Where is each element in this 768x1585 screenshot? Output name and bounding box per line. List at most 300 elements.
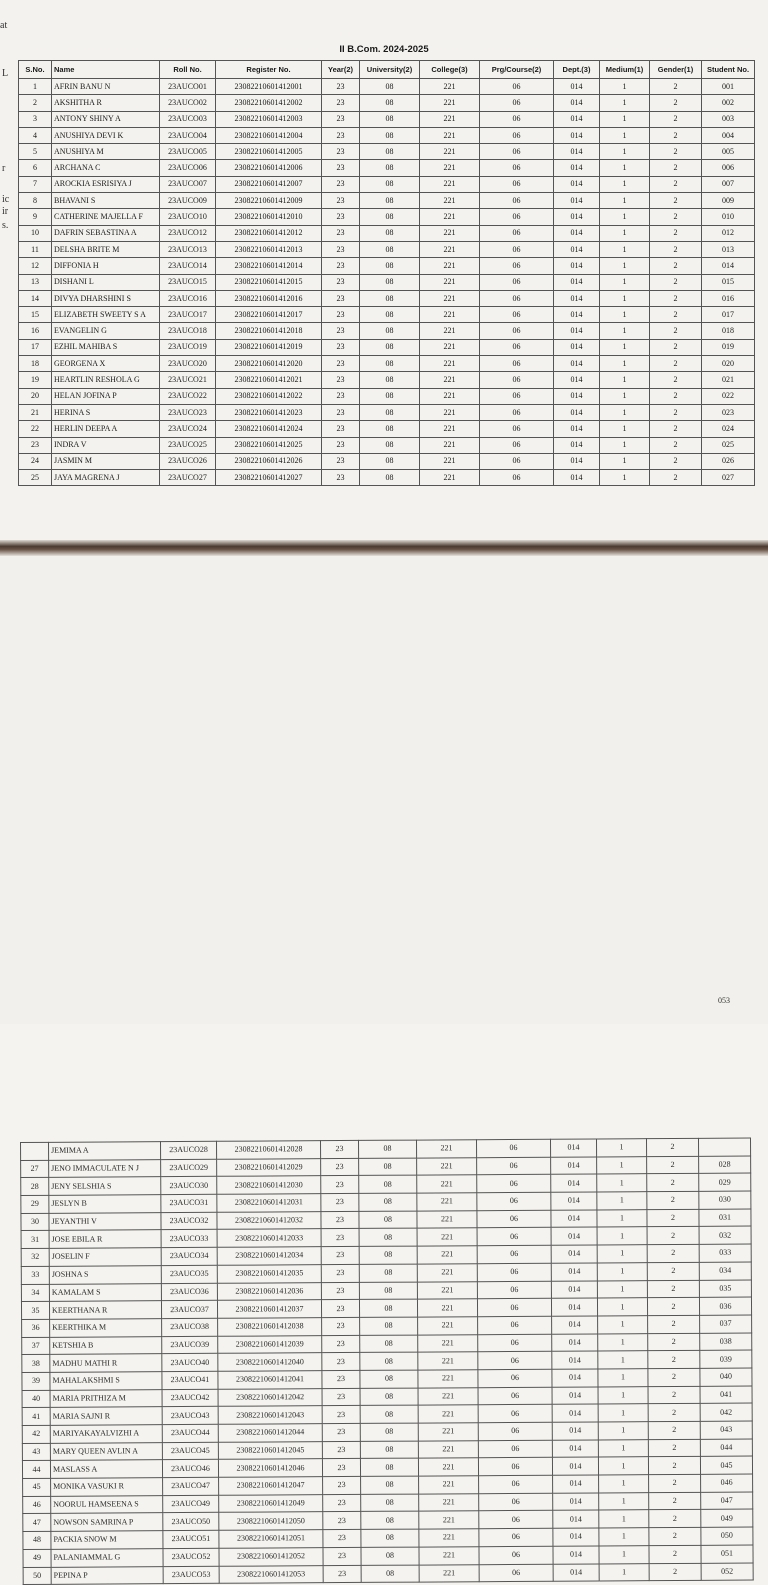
table-cell: KAMALAM S <box>49 1283 161 1301</box>
table-cell: 23 <box>323 1565 361 1583</box>
table-cell: 23AUCO16 <box>160 290 216 306</box>
table-cell: 23082210601412038 <box>218 1318 322 1336</box>
table-cell: 23082210601412022 <box>216 388 322 404</box>
table-cell: 23 <box>322 160 360 176</box>
table-cell: 014 <box>554 160 600 176</box>
table-cell: 06 <box>480 356 554 372</box>
table-cell: 029 <box>699 1173 751 1191</box>
table-cell: 221 <box>420 241 480 257</box>
table-cell: 08 <box>360 1423 418 1441</box>
table-cell <box>698 1138 750 1156</box>
table-cell: 17 <box>19 339 52 355</box>
table-cell: 23AUCO43 <box>162 1407 218 1425</box>
table-cell: 026 <box>702 453 755 469</box>
table-cell: 23 <box>321 1264 359 1282</box>
table-cell: 22 <box>19 421 52 437</box>
table-cell: 23 <box>322 111 360 127</box>
table-cell: 23082210601412020 <box>216 356 322 372</box>
table-cell: 06 <box>480 470 554 486</box>
table-cell: 06 <box>480 323 554 339</box>
table-cell: 23082210601412046 <box>218 1459 322 1477</box>
table-cell: 1 <box>596 1139 646 1157</box>
table-cell: 014 <box>702 258 755 274</box>
table-cell: PEPINA P <box>51 1566 163 1584</box>
table-cell: 221 <box>420 274 480 290</box>
table-cell: 23 <box>19 437 52 453</box>
table-cell: 23082210601412027 <box>216 470 322 486</box>
table-cell: 2 <box>650 225 702 241</box>
table-cell: 1 <box>600 95 650 111</box>
table-cell: KEERTHIKA M <box>50 1319 162 1337</box>
table-cell: 23 <box>322 1441 360 1459</box>
table-cell: 014 <box>553 1475 599 1493</box>
table-cell: 19 <box>19 372 52 388</box>
table-cell: JENY SELSHIA S <box>49 1177 161 1195</box>
table-cell: 08 <box>360 144 420 160</box>
table-cell: 2 <box>648 1404 700 1422</box>
table-cell: 23082210601412001 <box>216 79 322 95</box>
table-cell: 2 <box>650 111 702 127</box>
table-cell: 23AUCO37 <box>161 1300 217 1318</box>
table-cell: 08 <box>360 1388 418 1406</box>
table-cell: 06 <box>477 1298 551 1316</box>
table-cell: MADHU MATHI R <box>50 1354 162 1372</box>
column-header: S.No. <box>19 61 52 79</box>
table-cell: 23 <box>321 1229 359 1247</box>
table-cell: 23AUCO27 <box>160 470 216 486</box>
table-cell: 014 <box>553 1546 599 1564</box>
table-cell: 221 <box>418 1317 478 1335</box>
table-cell: 23 <box>323 1530 361 1548</box>
bottom-page-sheet <box>0 556 768 1580</box>
table-cell: 06 <box>479 1528 553 1546</box>
table-cell: MASLASS A <box>50 1460 162 1478</box>
table-cell: 2 <box>648 1439 700 1457</box>
table-cell: 23082210601412005 <box>216 144 322 160</box>
table-cell: 014 <box>554 95 600 111</box>
table-cell: 23082210601412023 <box>216 404 322 420</box>
table-cell: 014 <box>553 1528 599 1546</box>
table-cell: 221 <box>420 127 480 143</box>
table-cell: 2 <box>649 1527 701 1545</box>
table-cell: 034 <box>699 1262 751 1280</box>
table-cell: 39 <box>22 1372 50 1390</box>
table-cell: 08 <box>360 1317 418 1335</box>
table-cell: ANUSHIYA M <box>52 144 160 160</box>
table-cell: PACKIA SNOW M <box>51 1531 163 1549</box>
table-cell: 23AUCO18 <box>160 323 216 339</box>
table-cell: 23082210601412009 <box>216 193 322 209</box>
table-cell: 20 <box>19 388 52 404</box>
table-cell: 23 <box>322 290 360 306</box>
table-cell: 08 <box>359 1264 417 1282</box>
table-cell: MARIA PRITHIZA M <box>50 1389 162 1407</box>
table-cell: 23082210601412033 <box>217 1229 321 1247</box>
table-cell: 23 <box>322 127 360 143</box>
table-cell: 221 <box>420 95 480 111</box>
table-cell: 06 <box>477 1175 551 1193</box>
table-cell: 002 <box>702 95 755 111</box>
margin-note: r <box>2 163 6 174</box>
table-cell: 23AUCO46 <box>162 1460 218 1478</box>
table-cell: 23AUCO34 <box>161 1247 217 1265</box>
table-cell: 28 <box>21 1178 49 1196</box>
table-cell: 014 <box>554 274 600 290</box>
table-cell: HERINA S <box>52 404 160 420</box>
table-row <box>19 127 755 143</box>
table-cell: 08 <box>360 127 420 143</box>
table-cell: 06 <box>478 1387 552 1405</box>
student-table-top <box>18 60 755 486</box>
table-cell: 13 <box>19 274 52 290</box>
table-cell: 23 <box>322 437 360 453</box>
table-cell: 036 <box>699 1297 751 1315</box>
table-cell: 46 <box>23 1496 51 1514</box>
table-cell: 23 <box>322 339 360 355</box>
table-cell: 221 <box>420 307 480 323</box>
table-cell: 051 <box>701 1545 753 1563</box>
table-cell: 221 <box>417 1157 477 1175</box>
table-cell: BHAVANI S <box>52 193 160 209</box>
table-cell: 014 <box>554 356 600 372</box>
table-cell: 23082210601412016 <box>216 290 322 306</box>
table-cell: 014 <box>554 404 600 420</box>
table-cell: 221 <box>420 453 480 469</box>
table-cell: 014 <box>554 372 600 388</box>
table-cell: 5 <box>19 144 52 160</box>
table-cell: 23082210601412018 <box>216 323 322 339</box>
table-cell: 2 <box>646 1138 698 1156</box>
table-cell: JEYANTHI V <box>49 1212 161 1230</box>
table-cell: 4 <box>19 127 52 143</box>
table-cell: DELSHA BRITE M <box>52 241 160 257</box>
table-cell: 221 <box>417 1264 477 1282</box>
table-cell: 014 <box>552 1351 598 1369</box>
table-cell: 23082210601412002 <box>216 95 322 111</box>
table-row <box>19 372 755 388</box>
table-row <box>19 79 755 95</box>
table-cell: 23 <box>322 404 360 420</box>
table-cell: 23AUCO04 <box>160 127 216 143</box>
table-cell: 08 <box>360 290 420 306</box>
table-cell: 1 <box>600 470 650 486</box>
table-cell: 014 <box>554 193 600 209</box>
table-cell: 23AUCO14 <box>160 258 216 274</box>
table-cell: 052 <box>701 1563 753 1581</box>
table-cell: 23 <box>321 1193 359 1211</box>
table-cell: 23AUCO21 <box>160 372 216 388</box>
table-cell: 221 <box>419 1529 479 1547</box>
table-cell: 47 <box>23 1514 51 1532</box>
table-cell: 221 <box>417 1246 477 1264</box>
table-cell: 014 <box>554 176 600 192</box>
table-cell: NOWSON SAMRINA P <box>51 1513 163 1531</box>
table-cell: 08 <box>361 1547 419 1565</box>
table-cell: 022 <box>702 388 755 404</box>
table-cell: 1 <box>600 225 650 241</box>
table-row <box>19 307 755 323</box>
table-cell: 23 <box>321 1211 359 1229</box>
table-cell: 1 <box>600 421 650 437</box>
table-cell: 035 <box>699 1280 751 1298</box>
table-cell: 221 <box>420 209 480 225</box>
table-cell: 23 <box>322 356 360 372</box>
table-cell: 23082210601412041 <box>218 1371 322 1389</box>
table-cell: 7 <box>19 176 52 192</box>
table-cell: 221 <box>420 225 480 241</box>
table-cell: 23082210601412021 <box>216 372 322 388</box>
table-cell: 1 <box>600 388 650 404</box>
table-cell: 23AUCO45 <box>162 1442 218 1460</box>
table-cell: 221 <box>419 1564 479 1582</box>
table-cell: 221 <box>418 1334 478 1352</box>
table-cell: ARCHANA C <box>52 160 160 176</box>
table-cell: DAFRIN SEBASTINA A <box>52 225 160 241</box>
table-cell: 2 <box>650 307 702 323</box>
page-divider <box>0 540 768 556</box>
table-cell: 23 <box>322 209 360 225</box>
table-cell: 221 <box>420 193 480 209</box>
table-cell: 23082210601412043 <box>218 1406 322 1424</box>
table-cell: 2 <box>650 437 702 453</box>
table-cell: 23 <box>322 453 360 469</box>
table-row <box>19 356 755 372</box>
table-cell: 023 <box>702 404 755 420</box>
table-cell: 23082210601412028 <box>216 1141 320 1159</box>
table-cell: 2 <box>650 160 702 176</box>
table-cell: 018 <box>702 323 755 339</box>
table-cell: 014 <box>554 144 600 160</box>
table-cell: 23 <box>323 1547 361 1565</box>
table-cell: 221 <box>420 356 480 372</box>
student-table-bottom <box>20 1138 754 1585</box>
table-cell: 1 <box>600 209 650 225</box>
table-cell: 221 <box>418 1423 478 1441</box>
table-cell: 050 <box>701 1527 753 1545</box>
table-cell: 33 <box>21 1266 49 1284</box>
table-cell: 23082210601412006 <box>216 160 322 176</box>
table-cell: 23AUCO42 <box>162 1389 218 1407</box>
table-cell: JOSELIN F <box>49 1248 161 1266</box>
table-cell: 221 <box>417 1210 477 1228</box>
table-cell: JOSHNA S <box>49 1265 161 1283</box>
table-cell: 06 <box>480 176 554 192</box>
table-cell: 033 <box>699 1244 751 1262</box>
table-cell: 08 <box>360 339 420 355</box>
table-cell: 23082210601412019 <box>216 339 322 355</box>
margin-note: ic <box>2 194 10 205</box>
table-cell: 221 <box>420 404 480 420</box>
table-header-row <box>19 61 755 79</box>
table-cell: EVANGELIN G <box>52 323 160 339</box>
table-cell: 08 <box>361 1529 419 1547</box>
table-cell: 046 <box>701 1474 753 1492</box>
table-cell: 06 <box>477 1281 551 1299</box>
table-cell: 45 <box>23 1478 51 1496</box>
table-cell: 2 <box>650 356 702 372</box>
table-cell: 1 <box>19 79 52 95</box>
table-cell: 23AUCO23 <box>160 404 216 420</box>
table-cell: 027 <box>702 470 755 486</box>
table-cell: 1 <box>597 1174 647 1192</box>
column-header: Prg/Course(2) <box>480 61 554 79</box>
table-cell: 014 <box>554 307 600 323</box>
table-cell: 2 <box>650 144 702 160</box>
table-cell: 23 <box>321 1176 359 1194</box>
table-cell: 037 <box>700 1315 752 1333</box>
table-cell: 2 <box>650 258 702 274</box>
table-cell: 23 <box>322 1423 360 1441</box>
table-cell: 23082210601412025 <box>216 437 322 453</box>
table-cell: 040 <box>700 1368 752 1386</box>
table-cell: 23 <box>322 95 360 111</box>
table-cell: 08 <box>361 1476 419 1494</box>
table-cell: 1 <box>600 290 650 306</box>
table-cell: 06 <box>480 372 554 388</box>
table-cell: 221 <box>417 1175 477 1193</box>
table-cell: 23 <box>322 1370 360 1388</box>
column-header: Register No. <box>216 61 322 79</box>
table-cell: 27 <box>21 1160 49 1178</box>
table-cell: 1 <box>600 160 650 176</box>
table-cell: 221 <box>420 160 480 176</box>
table-cell: 23 <box>322 1459 360 1477</box>
table-cell: 2 <box>650 241 702 257</box>
table-cell: 23AUCO29 <box>161 1159 217 1177</box>
table-cell: 18 <box>19 356 52 372</box>
table-cell: 06 <box>480 453 554 469</box>
table-cell: 11 <box>19 241 52 257</box>
table-cell: 23082210601412030 <box>217 1176 321 1194</box>
table-cell: 23082210601412029 <box>217 1158 321 1176</box>
table-cell: 014 <box>554 388 600 404</box>
table-cell: 2 <box>647 1209 699 1227</box>
table-cell: 12 <box>19 258 52 274</box>
table-cell: 014 <box>554 339 600 355</box>
table-row <box>19 339 755 355</box>
column-header: Student No. <box>702 61 755 79</box>
table-cell: 221 <box>418 1440 478 1458</box>
table-cell: 6 <box>19 160 52 176</box>
table-cell: 08 <box>360 1441 418 1459</box>
table-cell: 23082210601412017 <box>216 307 322 323</box>
table-cell: 1 <box>597 1192 647 1210</box>
table-cell: 08 <box>360 225 420 241</box>
table-cell: 221 <box>418 1352 478 1370</box>
table-cell: 08 <box>361 1565 419 1583</box>
table-cell: 23AUCO28 <box>161 1141 217 1159</box>
table-cell: 06 <box>480 144 554 160</box>
table-cell: 08 <box>361 1512 419 1530</box>
table-cell: 23082210601412039 <box>218 1335 322 1353</box>
table-cell: 23 <box>322 388 360 404</box>
table-cell: 06 <box>477 1210 551 1228</box>
table-cell: 23082210601412037 <box>217 1300 321 1318</box>
table-cell: 06 <box>480 209 554 225</box>
column-header: Name <box>52 61 160 79</box>
table-cell: 2 <box>650 372 702 388</box>
table-cell: 06 <box>479 1564 553 1582</box>
table-cell: 06 <box>479 1511 553 1529</box>
table-cell: JEMIMA A <box>49 1142 161 1160</box>
table-cell: AROCKIA ESRISIYA J <box>52 176 160 192</box>
table-cell: 1 <box>600 323 650 339</box>
table-cell: 23 <box>322 470 360 486</box>
table-cell: 16 <box>19 323 52 339</box>
table-cell: 221 <box>420 388 480 404</box>
table-cell: 001 <box>702 79 755 95</box>
table-row <box>19 225 755 241</box>
table-cell: 23082210601412003 <box>216 111 322 127</box>
table-cell: 1 <box>599 1492 649 1510</box>
document-title: II B.Com. 2024-2025 <box>339 44 429 55</box>
table-cell: 06 <box>480 193 554 209</box>
table-cell: 1 <box>597 1245 647 1263</box>
table-cell: 15 <box>19 307 52 323</box>
table-cell: 221 <box>418 1458 478 1476</box>
table-cell: 2 <box>647 1227 699 1245</box>
table-cell: 08 <box>359 1175 417 1193</box>
table-cell: 221 <box>420 421 480 437</box>
table-cell: NOORUL HAMSEENA S <box>51 1495 163 1513</box>
table-cell: 221 <box>420 372 480 388</box>
table-cell: 23082210601412052 <box>219 1547 323 1565</box>
table-cell: 06 <box>480 290 554 306</box>
table-cell: 23 <box>322 274 360 290</box>
table-cell: 014 <box>551 1174 597 1192</box>
table-cell: 08 <box>360 470 420 486</box>
table-cell: 038 <box>700 1333 752 1351</box>
table-cell: 23082210601412032 <box>217 1211 321 1229</box>
table-cell: 23082210601412051 <box>219 1530 323 1548</box>
table-cell: 08 <box>360 1405 418 1423</box>
table-cell: 1 <box>600 144 650 160</box>
table-cell: 014 <box>552 1457 598 1475</box>
table-cell: 23 <box>321 1247 359 1265</box>
column-header: Gender(1) <box>650 61 702 79</box>
table-cell: 014 <box>551 1157 597 1175</box>
table-cell: 36 <box>22 1319 50 1337</box>
table-cell: 08 <box>360 193 420 209</box>
table-cell: 1 <box>600 372 650 388</box>
table-cell: 221 <box>420 258 480 274</box>
table-cell: 23082210601412031 <box>217 1194 321 1212</box>
table-cell: 23082210601412024 <box>216 421 322 437</box>
table-cell: 08 <box>360 421 420 437</box>
table-cell: 23AUCO38 <box>162 1318 218 1336</box>
table-cell: 08 <box>360 1352 418 1370</box>
table-cell: 2 <box>650 453 702 469</box>
table-cell: 221 <box>417 1228 477 1246</box>
table-cell: 49 <box>23 1549 51 1567</box>
table-cell: 049 <box>701 1509 753 1527</box>
table-cell: 23082210601412014 <box>216 258 322 274</box>
table-cell: AFRIN BANU N <box>52 79 160 95</box>
table-cell: 41 <box>22 1408 50 1426</box>
table-cell: MARIYAKAYALVIZHI A <box>50 1425 162 1443</box>
table-cell: 06 <box>477 1228 551 1246</box>
table-cell: 2 <box>650 193 702 209</box>
table-cell: 23AUCO12 <box>160 225 216 241</box>
table-cell: 08 <box>360 209 420 225</box>
table-cell: 024 <box>702 421 755 437</box>
table-cell: 014 <box>553 1563 599 1581</box>
table-cell: 2 <box>650 176 702 192</box>
table-cell: HELAN JOFINA P <box>52 388 160 404</box>
table-cell: 021 <box>702 372 755 388</box>
table-cell: 014 <box>554 453 600 469</box>
table-cell: 31 <box>21 1231 49 1249</box>
